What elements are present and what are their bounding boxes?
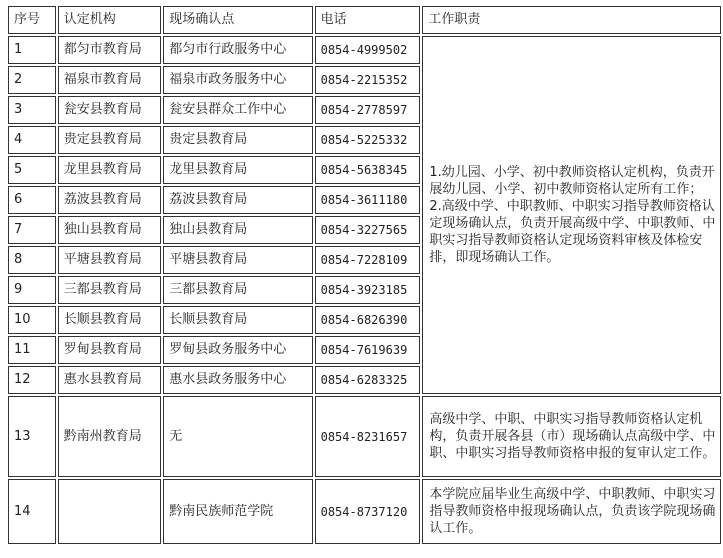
cell-site: 荔波县教育局 (163, 186, 312, 214)
cell-duties-county (422, 36, 721, 394)
cell-no: 12 (8, 366, 56, 394)
cell-agency: 独山县教育局 (58, 216, 162, 244)
cell-no: 6 (8, 186, 56, 214)
cell-site: 长顺县教育局 (163, 306, 312, 334)
cell-phone: 0854-2778597 (315, 96, 421, 124)
cell-phone: 0854-8737120 (315, 479, 421, 544)
cell-site: 平塘县教育局 (163, 246, 312, 274)
cell-phone: 0854-6826390 (315, 306, 421, 334)
cell-phone: 0854-7228109 (315, 246, 421, 274)
cell-agency: 荔波县教育局 (58, 186, 162, 214)
cell-agency: 贵定县教育局 (58, 126, 162, 154)
cell-site: 福泉市政务服务中心 (163, 66, 312, 94)
cell-no: 2 (8, 66, 56, 94)
cell-no: 9 (8, 276, 56, 304)
header-cell-duties: 工作职责 (422, 6, 721, 34)
cell-no: 13 (8, 396, 56, 477)
cell-no: 5 (8, 156, 56, 184)
cell-phone: 0854-3923185 (315, 276, 421, 304)
cell-site: 独山县教育局 (163, 216, 312, 244)
cell-agency: 黔南州教育局 (58, 396, 162, 477)
cell-site: 贵定县教育局 (163, 126, 312, 154)
cell-agency: 福泉市教育局 (58, 66, 162, 94)
cell-agency: 平塘县教育局 (58, 246, 162, 274)
cell-agency: 罗甸县教育局 (58, 336, 162, 364)
cell-no: 1 (8, 36, 56, 64)
header-cell-no: 序号 (8, 6, 56, 34)
cell-agency: 三都县教育局 (58, 276, 162, 304)
cell-phone: 0854-8231657 (315, 396, 421, 477)
cell-site: 无 (163, 396, 312, 477)
cell-phone: 0854-5225332 (315, 126, 421, 154)
cell-agency: 瓮安县教育局 (58, 96, 162, 124)
teacher-qualification-table (6, 4, 723, 546)
duties-county-item-1: 1.幼儿园、小学、初中教师资格认定机构，负责开展幼儿园、小学、初中教师资格认定所有工作； (429, 165, 715, 197)
cell-no: 10 (8, 306, 56, 334)
cell-agency: 都匀市教育局 (58, 36, 162, 64)
table-row (8, 479, 721, 544)
cell-site: 罗甸县政务服务中心 (163, 336, 312, 364)
cell-phone: 0854-6283325 (315, 366, 421, 394)
cell-site: 都匀市行政服务中心 (163, 36, 312, 64)
cell-phone: 0854-7619639 (315, 336, 421, 364)
cell-agency: 长顺县教育局 (58, 306, 162, 334)
cell-phone: 0854-3227565 (315, 216, 421, 244)
cell-agency: 惠水县教育局 (58, 366, 162, 394)
header-cell-phone: 电话 (315, 6, 421, 34)
duties-county-item-2: 2.高级中学、中职教师、中职实习指导教师资格认定现场确认点，负责开展高级中学、中职教师、中职实习指导教师资格认定现场资料审核及体检安排，即现场确认工作。 (429, 199, 716, 265)
cell-site: 龙里县教育局 (163, 156, 312, 184)
cell-site: 惠水县政务服务中心 (163, 366, 312, 394)
cell-site: 三都县教育局 (163, 276, 312, 304)
cell-phone: 0854-5638345 (315, 156, 421, 184)
cell-no: 3 (8, 96, 56, 124)
cell-no: 4 (8, 126, 56, 154)
cell-phone: 0854-4999502 (315, 36, 421, 64)
cell-site: 瓮安县群众工作中心 (163, 96, 312, 124)
header-cell-site: 现场确认点 (163, 6, 312, 34)
header-row (8, 6, 721, 34)
cell-agency: 龙里县教育局 (58, 156, 162, 184)
cell-duties-college: 本学院应届毕业生高级中学、中职教师、中职实习指导教师资格申报现场确认点，负责该学院现场确认工作。 (422, 479, 721, 544)
table-row (8, 396, 721, 477)
cell-site: 黔南民族师范学院 (163, 479, 312, 544)
cell-no: 11 (8, 336, 56, 364)
cell-phone: 0854-2215352 (315, 66, 421, 94)
header-cell-agency: 认定机构 (58, 6, 162, 34)
cell-no: 14 (8, 479, 56, 544)
table-row (8, 36, 721, 64)
cell-duties-prefecture: 高级中学、中职、中职实习指导教师资格认定机构，负责开展各县（市）现场确认点高级中学、中职、中职实习指导教师资格申报的复审认定工作。 (422, 396, 721, 477)
cell-no: 8 (8, 246, 56, 274)
cell-no: 7 (8, 216, 56, 244)
cell-agency (58, 479, 162, 544)
cell-phone: 0854-3611180 (315, 186, 421, 214)
